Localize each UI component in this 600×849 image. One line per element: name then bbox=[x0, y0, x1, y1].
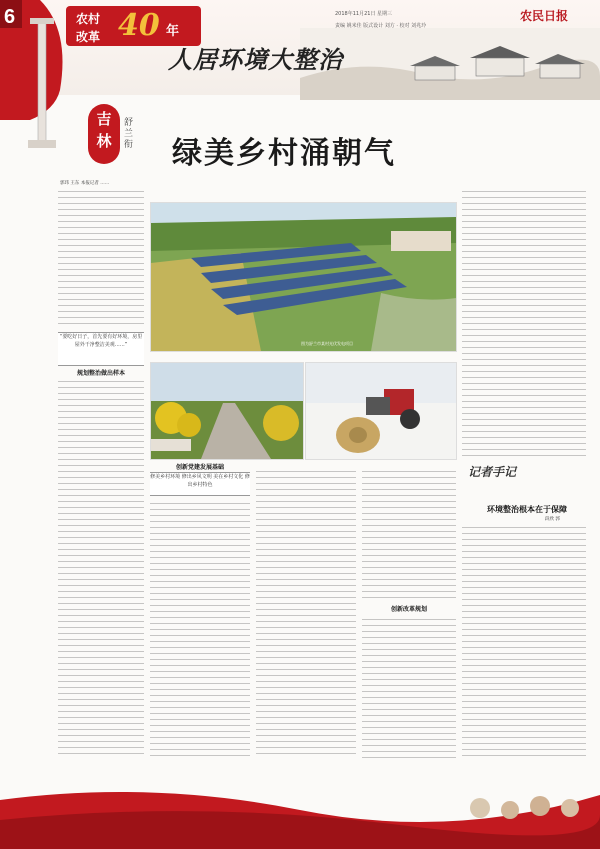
solar-farm-image bbox=[151, 203, 456, 351]
subhead-left: 规划整治做出样本 bbox=[76, 370, 125, 377]
masthead-logo: 农民日报 bbox=[520, 9, 569, 23]
issue-date: 2018年11月21日 星期三 bbox=[335, 11, 393, 17]
straw-bale-image bbox=[306, 363, 456, 459]
reporter-note-title: 环境整治根本在于保障 bbox=[487, 505, 567, 514]
reporter-note-author: 段欣 郭 bbox=[545, 517, 560, 522]
editor-credits: 责编 姚米佳 版式设计 刘方 · 校对 刘兆玲 bbox=[335, 23, 427, 29]
main-photo bbox=[150, 202, 457, 352]
text-column-left-2 bbox=[58, 378, 144, 758]
pull-quote-middle bbox=[150, 472, 250, 496]
subhead-right: 创新改革规划 bbox=[390, 606, 427, 613]
badge-text-village: 农村 bbox=[76, 12, 101, 26]
badge-number: 40 bbox=[118, 8, 160, 43]
badge-suffix: 年 bbox=[166, 24, 180, 39]
reporter-note-body bbox=[462, 524, 586, 760]
region-label: 吉林 bbox=[96, 110, 112, 150]
article-headline: 绿美乡村涌朝气 bbox=[172, 136, 396, 171]
text-column-middle-1 bbox=[150, 500, 250, 758]
pull-quote-left bbox=[58, 332, 144, 366]
text-column-middle-4 bbox=[362, 616, 456, 758]
text-column-right bbox=[462, 188, 586, 456]
badge-text-reform: 改革 bbox=[76, 30, 101, 44]
text-column-middle-3 bbox=[362, 468, 456, 598]
column-title: 人居环境大整治 bbox=[168, 45, 343, 74]
text-column-middle-2 bbox=[256, 468, 356, 758]
author-name: 舒兰衔 bbox=[124, 118, 134, 150]
village-road-image bbox=[151, 363, 303, 459]
monument-pillar-icon bbox=[24, 12, 60, 152]
village-illustration bbox=[300, 28, 600, 100]
text-column-left bbox=[58, 188, 144, 328]
road-photo bbox=[150, 362, 304, 460]
page-header bbox=[0, 0, 600, 95]
pull-quote-left-text: “要吃好日子，首先要有好环境，房里屋外干净整洁美观……” bbox=[59, 334, 143, 348]
straw-bale-photo bbox=[305, 362, 457, 460]
article-byline: 郭玮 王东 本报记者 …… bbox=[60, 181, 110, 186]
main-photo-caption: 图为舒兰市某村光伏发电项目 bbox=[301, 341, 353, 346]
footer-decoration bbox=[0, 770, 600, 849]
reporter-note-logo: 记者手记 bbox=[468, 465, 517, 479]
page-number: 6 bbox=[4, 6, 16, 28]
subhead-middle: 创新党建发展基础 bbox=[175, 464, 224, 471]
pull-quote-middle-text: 修美乡村环境 修出乡风文明 美在乡村文化 修出乡村特色 bbox=[150, 474, 250, 488]
